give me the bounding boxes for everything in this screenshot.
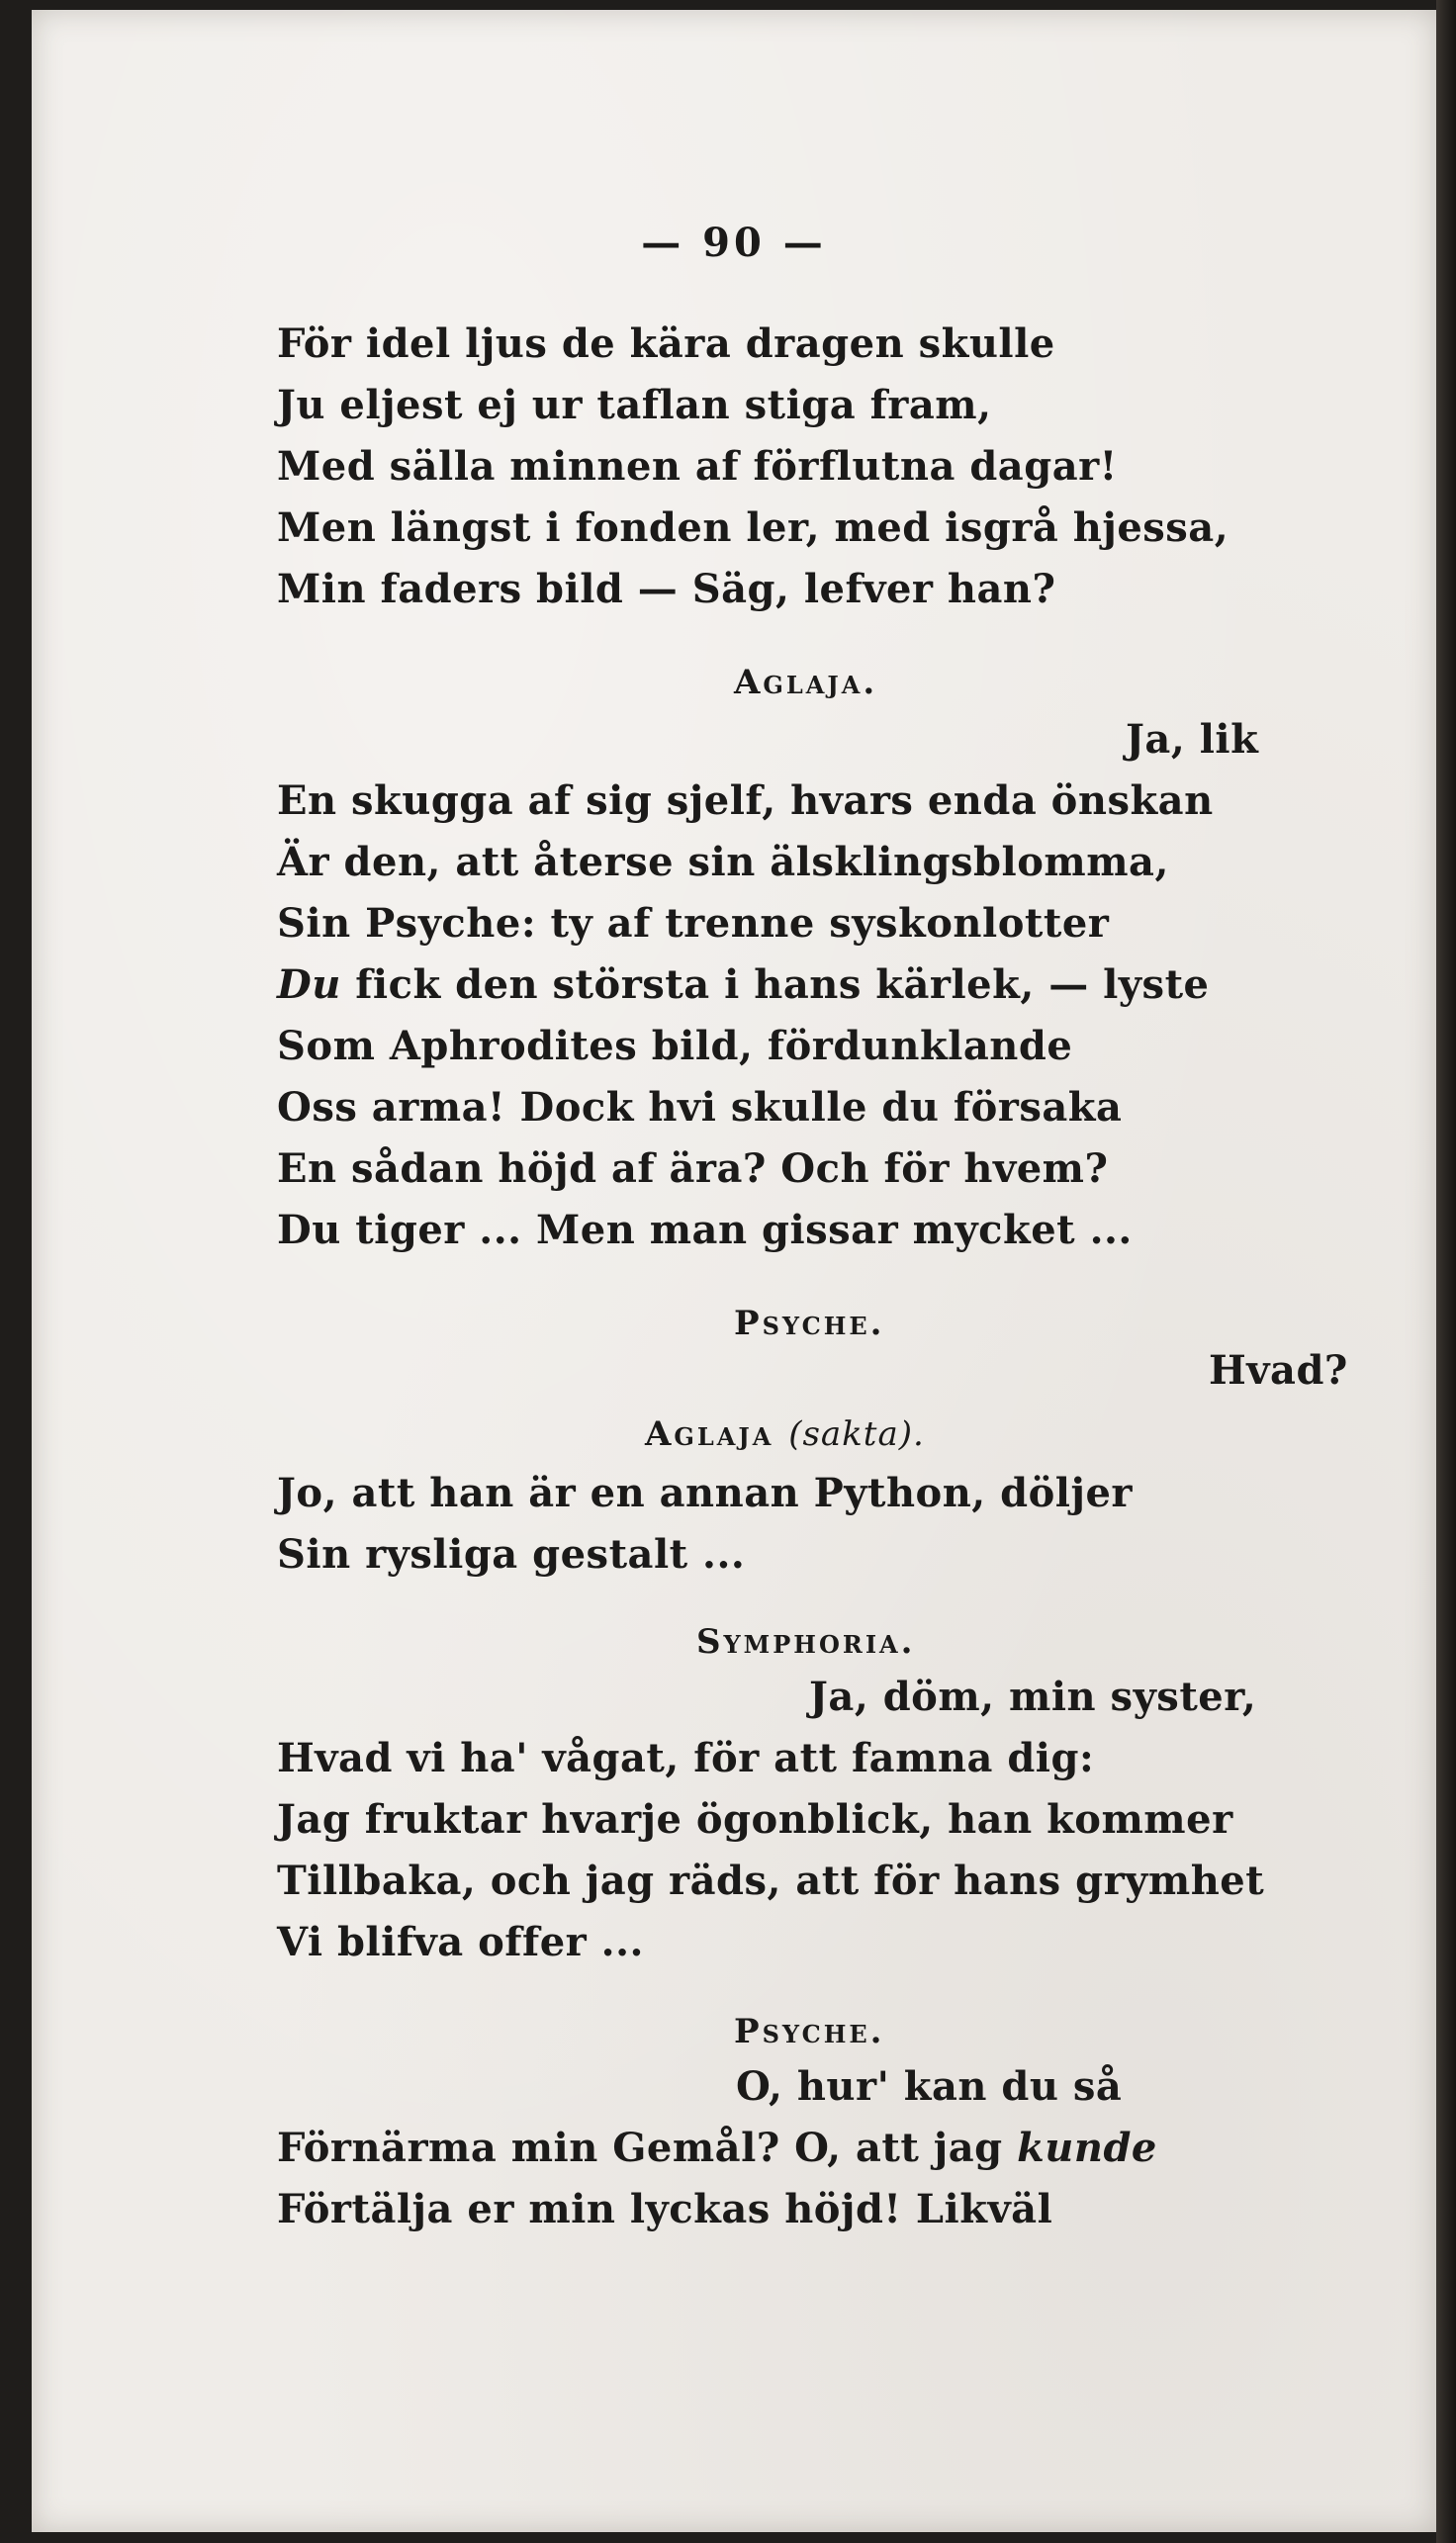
verse-line: O, hur' kan du så [736,2063,1123,2110]
verse-line: En skugga af sig sjelf, hvars enda önskan [277,777,1214,824]
verse-line: En sådan höjd af ära? Och för hvem? [277,1145,1109,1192]
verse-line: Vi blifva offer ... [277,1919,644,1965]
verse-line: Oss arma! Dock hvi skulle du försaka [277,1084,1123,1131]
verse-line: Men längst i fonden ler, med isgrå hjessa, [277,504,1229,551]
verse-line: Med sälla minnen af förflutna dagar! [277,443,1118,490]
verse-line: Sin rysliga gestalt ... [277,1531,746,1578]
verse-line-start: Förnärma min Gemål? O, att jag [277,2125,1018,2171]
verse-line: Förtälja er min lyckas höjd! Likväl [277,2186,1053,2232]
emphasized-word: kunde [1017,2125,1157,2171]
speaker-name: Psyche. [734,1304,885,1343]
verse-line: Jag fruktar hvarje ögonblick, han kommer [277,1796,1233,1843]
book-edge [1436,0,1456,2543]
verse-line: Ja, lik [1126,716,1259,763]
verse-line: Som Aphrodites bild, fördunklande [277,1023,1073,1069]
verse-line: Sin Psyche: ty af trenne syskonlotter [277,900,1110,947]
verse-line: Jo, att han är en annan Python, döljer [277,1470,1133,1516]
verse-line-rest: fick den största i hans kärlek, — lyste [340,961,1210,1008]
stage-direction: (sakta). [788,1414,925,1454]
verse-line: Hvad vi ha' vågat, för att famna dig: [277,1735,1095,1781]
speaker-name [645,1414,925,1454]
page-number: — 90 — [641,220,827,266]
verse-line: Är den, att återse sin älsklingsblomma, [277,839,1169,885]
speaker-label: Aglaja [645,1414,774,1454]
emphasized-word: Du [277,961,341,1008]
verse-line: Ja, döm, min syster, [809,1674,1257,1720]
verse-line [277,961,1210,1008]
speaker-name: Psyche. [734,2012,885,2051]
book-page [32,10,1436,2532]
verse-line: Tillbaka, och jag räds, att för hans grymhet [277,1858,1265,1904]
verse-line: Min faders bild — Säg, lefver han? [277,566,1056,612]
verse-line: För idel ljus de kära dragen skulle [277,320,1055,367]
verse-line: Du tiger ... Men man gissar mycket ... [277,1207,1133,1253]
verse-line [277,2125,1157,2171]
speaker-name: Symphoria. [696,1622,916,1662]
speaker-name: Aglaja. [734,663,878,702]
page-text [32,10,1436,2532]
verse-line: Ju eljest ej ur taflan stiga fram, [277,382,992,428]
verse-line: Hvad? [1209,1347,1348,1394]
